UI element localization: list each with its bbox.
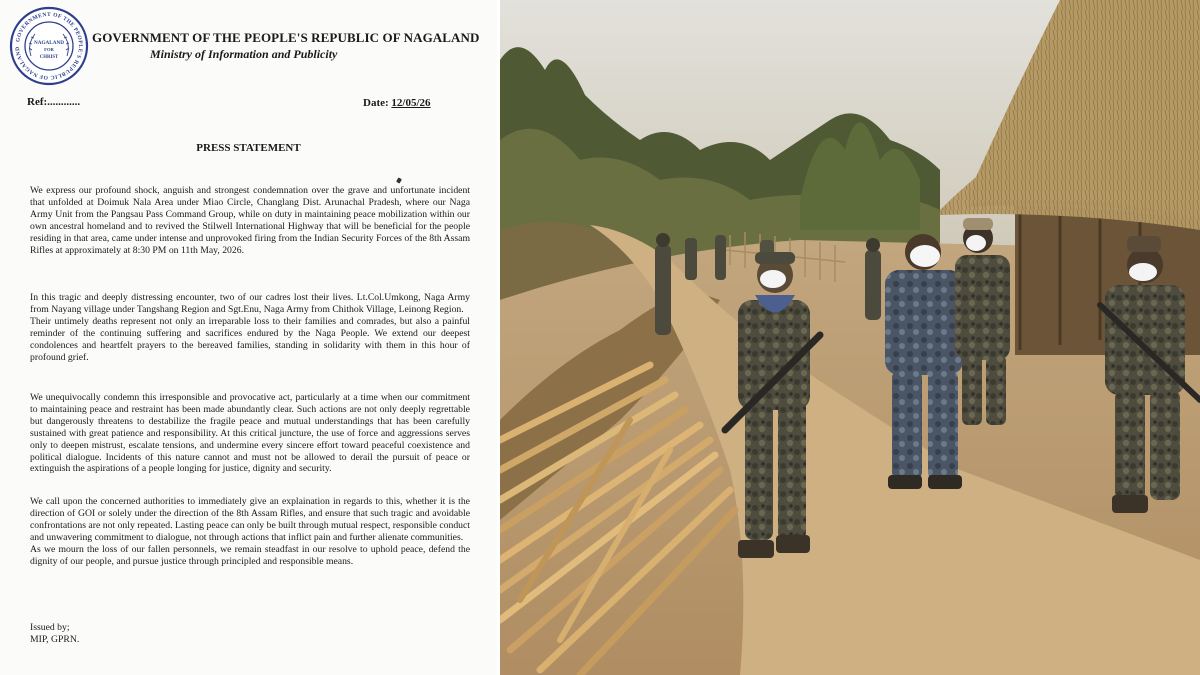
seal-ring-text: GOVERNMENT OF THE PEOPLE'S REPUBLIC OF NAGALAND <box>14 11 84 81</box>
photo-armed-cadres-village <box>500 0 1200 675</box>
seal-center-line-3: CHRIST <box>39 55 59 60</box>
press-statement-heading: PRESS STATEMENT <box>196 142 301 154</box>
issued-by-block <box>30 622 79 646</box>
issued-by-name: MIP, GPRN. <box>30 634 80 645</box>
date-value: 12/05/26 <box>391 97 431 109</box>
paragraph-text: We unequivocally condemn this irresponsible and provocative act, particularly at a time when our commitment to maintaining peace and restraint has been made abundantly clear. Such actions are not only deeply regrettable but dangerously threatens to destabilize the fragile peace and mutual understandings that has been carefully sustained with great patience and responsibility. At this critical juncture, the use of force and aggressions serves only to deepen mistrust, escalate tensions, and undermine every sincere effort toward peaceful coexistence and political dialogue. Incidents of this nature cannot and must not be allowed to derail the pursuit of peace or extinguish the aspirations of a people longing for justice, dignity and security. <box>30 392 470 475</box>
paragraph-casualties <box>30 292 470 363</box>
ministry-name: Ministry of Information and Publicity <box>150 47 338 61</box>
seal-center-line-1: NAGALAND <box>34 40 64 46</box>
seal-center-line-2: FOR <box>44 47 54 52</box>
reference-line: Ref:............ <box>27 96 81 108</box>
photo-illustration <box>500 0 1200 675</box>
paragraph-demands <box>30 496 470 567</box>
issued-by-label: Issued by; <box>30 622 70 633</box>
paragraph-text: As we mourn the loss of our fallen personnels, we remain steadfast in our resolve to uphold peace, defend the dignity of our people, and pursue justice through principled and responsible means. <box>30 543 470 567</box>
press-statement-document <box>0 0 497 675</box>
paragraph-text: In this tragic and deeply distressing encounter, two of our cadres lost their lives. Lt.Col.Umkong, Naga Army from Nayang village under Tangshang Region and Sgt.Enu, Naga Army from Chithok Village, Leinong Region. <box>30 292 470 315</box>
government-title: GOVERNMENT OF THE PEOPLE'S REPUBLIC OF NAGALAND <box>92 30 480 45</box>
date-label: Date: <box>363 97 389 109</box>
paragraph-text: Their untimely deaths represent not only an irreparable loss to their families and comrades, but also a painful reminder of the continuing suffering and sacrifices endured by the Naga People. We extend our deepest condolences and heartfelt prayers to the bereaved families, standing in solidarity with them in this hour of profound grief. <box>30 315 470 363</box>
paragraph-text: We call upon the concerned authorities to immediately give an explaination in regards to this, whether it is the direction of GOI or solely under the direction of the 8th Assam Rifles, and ensure that such tragic and avoidable confrontations are not only repeated. Lasting peace can only be built through mutual respect, responsible conduct and unwavering commitment to dialogue, not through actions that inflict pain and further alienate communities. <box>30 496 470 543</box>
paragraph-condemnation <box>30 392 470 475</box>
ink-speck <box>396 177 402 183</box>
date-line <box>363 97 431 109</box>
paragraph-incident <box>30 185 470 256</box>
paragraph-text: We express our profound shock, anguish and strongest condemnation over the grave and unfortunate incident that unfolded at Doimuk Nala Area under Miao Circle, Changlang Dist. Arunachal Pradesh, where our Naga Army Unit from the Pangsau Pass Command Group, while on duty in maintaining peace mobilization within our own ancestral homeland and to revived the Stilwell International Highway that will be beneficial for the people residing in that area, came under intense and unprovoked firing from the Indian Security Forces of the 8th Assam Rifles at approximately at 8:30 PM on 11th May, 2026. <box>30 185 470 256</box>
government-seal-icon <box>9 6 89 86</box>
